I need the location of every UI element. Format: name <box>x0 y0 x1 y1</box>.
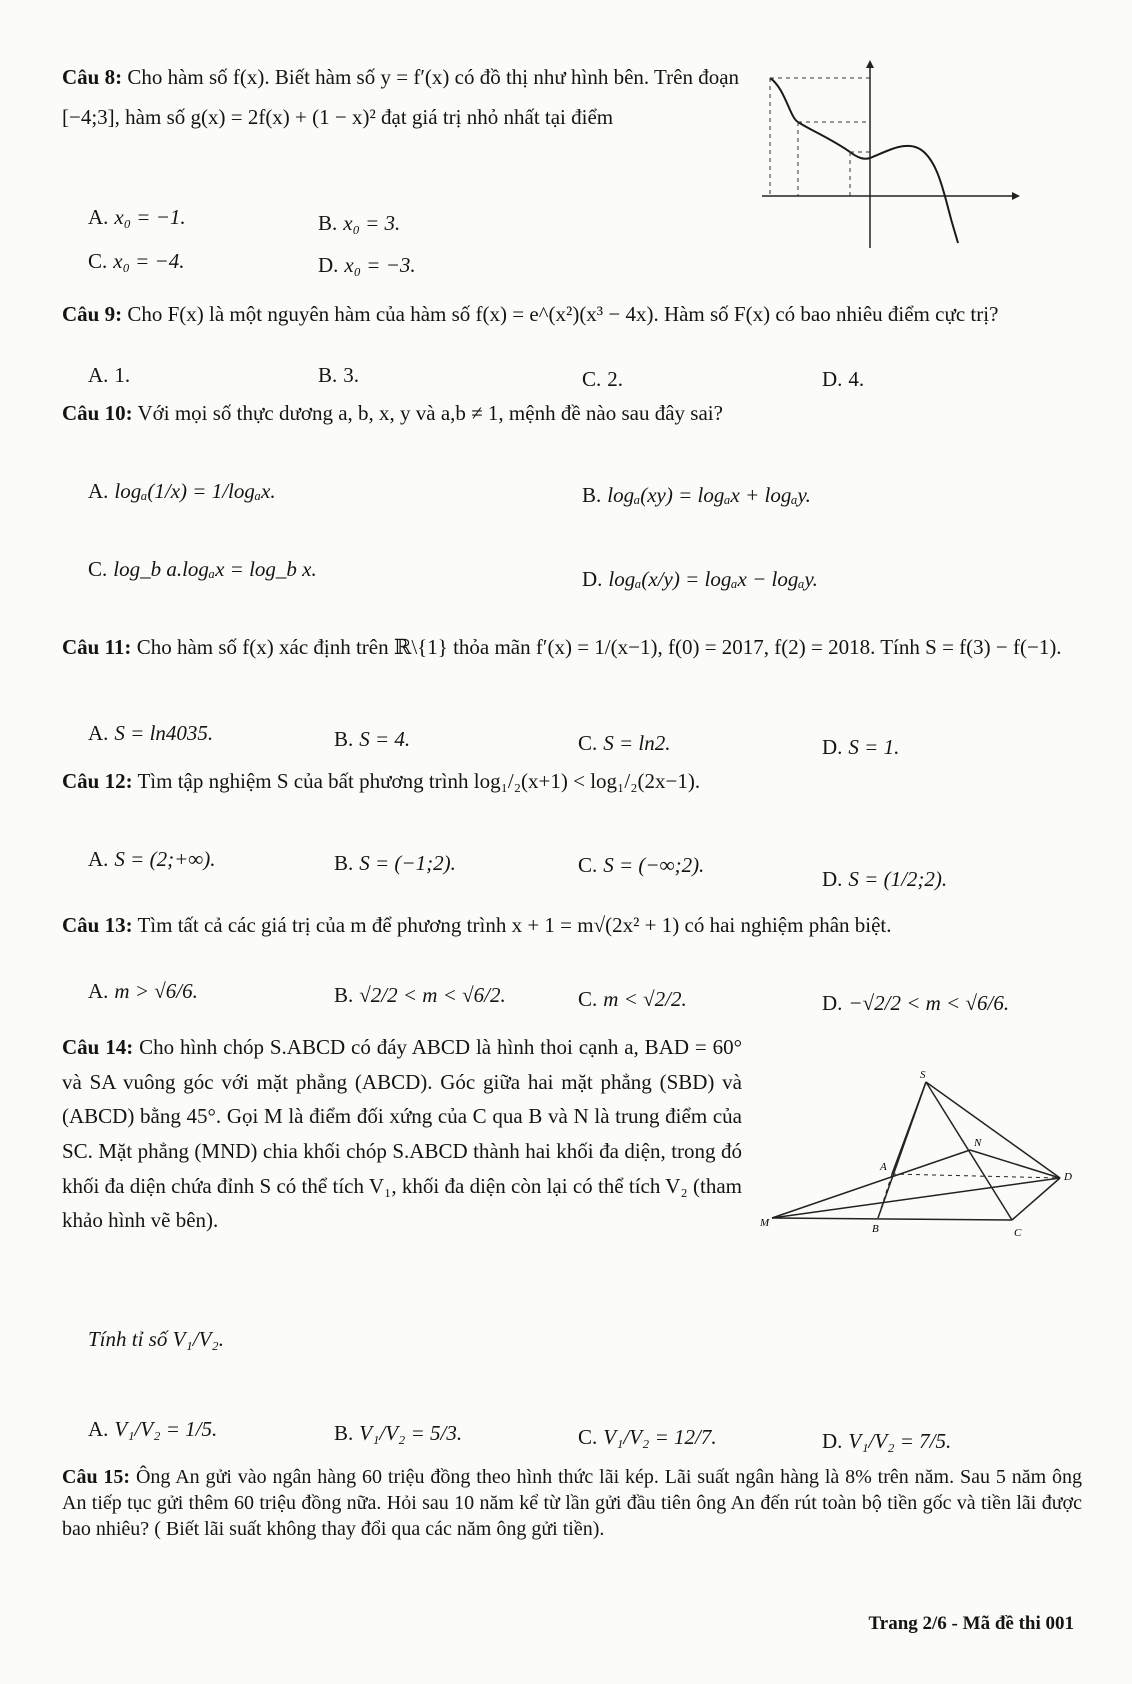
option-b[interactable]: B. S = (−1;2). <box>334 851 456 875</box>
edge-MN <box>772 1150 970 1218</box>
option-b[interactable]: B. logₐ(xy) = logₐx + logₐy. <box>582 483 811 507</box>
option-c[interactable]: C. x₀ = −4. <box>88 249 185 273</box>
edge-AD <box>892 1174 1060 1178</box>
label-D: D <box>1064 1171 1072 1183</box>
option-d[interactable]: D. S = 1. <box>822 735 900 759</box>
option-b[interactable]: B. V₁/V₂ = 5/3. <box>334 1421 463 1445</box>
label-N: N <box>974 1137 982 1149</box>
option-b[interactable]: B. √2/2 < m < √6/2. <box>334 983 506 1007</box>
question-label: Câu 15: <box>62 1466 131 1488</box>
question-label: Câu 12: <box>62 769 133 793</box>
question-label: Câu 8: <box>62 65 123 89</box>
question-9 <box>62 296 1102 333</box>
question-label: Câu 13: <box>62 913 133 937</box>
question-8 <box>62 58 752 138</box>
label-M: M <box>760 1217 770 1229</box>
option-d[interactable]: D. 4. <box>822 367 865 391</box>
question-10 <box>62 400 1102 427</box>
question-label: Câu 10: <box>62 401 133 425</box>
option-c[interactable]: C. 2. <box>582 367 624 391</box>
option-b[interactable]: B. x₀ = 3. <box>318 211 401 235</box>
question-label: Câu 14: <box>62 1035 134 1059</box>
option-b[interactable]: B. S = 4. <box>334 727 411 751</box>
option-d[interactable]: D. S = (1/2;2). <box>822 867 948 891</box>
option-c[interactable]: C. V₁/V₂ = 12/7. <box>578 1425 717 1449</box>
pyramid-figure <box>760 1070 1080 1250</box>
derivative-curve <box>770 78 958 243</box>
option-d[interactable]: D. V₁/V₂ = 7/5. <box>822 1429 952 1453</box>
edge-MC <box>772 1218 1012 1220</box>
question-stem: Ông An gửi vào ngân hàng 60 triệu đồng theo hình thức lãi kép. Lãi suất ngân hàng là 8% trên năm. Sau 5 năm ông An tiếp tục gửi thêm 60 triệu đồng nữa. Hỏi sau 10 năm kể từ lần gửi đầu tiên ông An đến rút toàn bộ tiền gốc và tiền lãi được bao nhiêu? ( Biết lãi suất không thay đổi qua các năm ông gửi tiền). <box>62 1466 1082 1540</box>
option-b[interactable]: B. 3. <box>318 363 360 387</box>
derivative-graph-figure <box>760 58 1020 258</box>
option-a[interactable]: A. V₁/V₂ = 1/5. <box>88 1417 218 1441</box>
question-ask: Tính tỉ số V₁/V₂. <box>88 1327 224 1351</box>
option-c[interactable]: C. S = ln2. <box>578 731 671 755</box>
question-label: Câu 11: <box>62 635 132 659</box>
option-c[interactable]: C. S = (−∞;2). <box>578 853 705 877</box>
option-a[interactable]: A. logₐ(1/x) = 1/logₐx. <box>88 479 276 503</box>
option-d[interactable]: D. −√2/2 < m < √6/6. <box>822 991 1010 1015</box>
page-footer: Trang 2/6 - Mã đề thi 001 <box>868 1613 1074 1634</box>
option-a[interactable]: A. x₀ = −1. <box>88 205 186 229</box>
question-stem: Cho hàm số f(x). Biết hàm số y = f′(x) có đồ thị như hình bên. Trên đoạn [−4;3], hàm số g(x) = 2f(x) + (1 − x)² đạt giá trị nhỏ nhất tại điểm <box>62 65 740 129</box>
question-13 <box>62 912 1102 939</box>
label-S: S <box>920 1070 926 1081</box>
edge-SD <box>926 1082 1060 1178</box>
question-12 <box>62 768 1102 795</box>
question-stem: Tìm tập nghiệm S của bất phương trình log₁/₂(x+1) < log₁/₂(2x−1). <box>137 769 701 793</box>
option-d[interactable]: D. x₀ = −3. <box>318 253 416 277</box>
question-stem: Với mọi số thực dương a, b, x, y và a,b ≠ 1, mệnh đề nào sau đây sai? <box>137 401 723 425</box>
option-c[interactable]: C. m < √2/2. <box>578 987 687 1011</box>
option-a[interactable]: A. S = ln4035. <box>88 721 214 745</box>
edge-MD <box>772 1178 1060 1218</box>
question-stem: Cho hàm số f(x) xác định trên ℝ\{1} thỏa mãn f′(x) = 1/(x−1), f(0) = 2017, f(2) = 2018. Tính S = f(3) − f(−1). <box>136 635 1062 659</box>
y-axis-arrow <box>866 60 874 68</box>
option-a[interactable]: A. S = (2;+∞). <box>88 847 216 871</box>
option-d[interactable]: D. logₐ(x/y) = logₐx − logₐy. <box>582 567 818 591</box>
question-stem: Cho hình chóp S.ABCD có đáy ABCD là hình thoi cạnh a, BAD = 60° và SA vuông góc với mặt phẳng (ABCD). Góc giữa hai mặt phẳng (SBD) và (ABCD) bằng 45°. Gọi M là điểm đối xứng của C qua B và N là trung điểm của SC. Mặt phẳng (MND) chia khối chóp S.ABCD thành hai khối đa diện, trong đó khối đa diện chứa đỉnh S có thể tích V₁, khối đa diện còn lại có thể tích V₂ (tham khảo hình vẽ bên). <box>62 1035 743 1233</box>
question-label: Câu 9: <box>62 302 123 326</box>
label-A: A <box>880 1161 887 1173</box>
x-axis-arrow <box>1012 192 1020 200</box>
question-15 <box>62 1464 1082 1542</box>
label-B: B <box>872 1223 879 1235</box>
option-c[interactable]: C. log_b a.logₐx = log_b x. <box>88 557 317 581</box>
question-stem: Cho F(x) là một nguyên hàm của hàm số f(x) = e^(x²)(x³ − 4x). Hàm số F(x) có bao nhiêu điểm cực trị? <box>127 302 999 326</box>
question-stem: Tìm tất cả các giá trị của m để phương trình x + 1 = m√(2x² + 1) có hai nghiệm phân biệt. <box>137 913 892 937</box>
option-a[interactable]: A. 1. <box>88 363 131 387</box>
option-a[interactable]: A. m > √6/6. <box>88 979 198 1003</box>
label-C: C <box>1014 1227 1022 1239</box>
question-14 <box>62 1030 742 1238</box>
question-11 <box>62 628 1102 668</box>
